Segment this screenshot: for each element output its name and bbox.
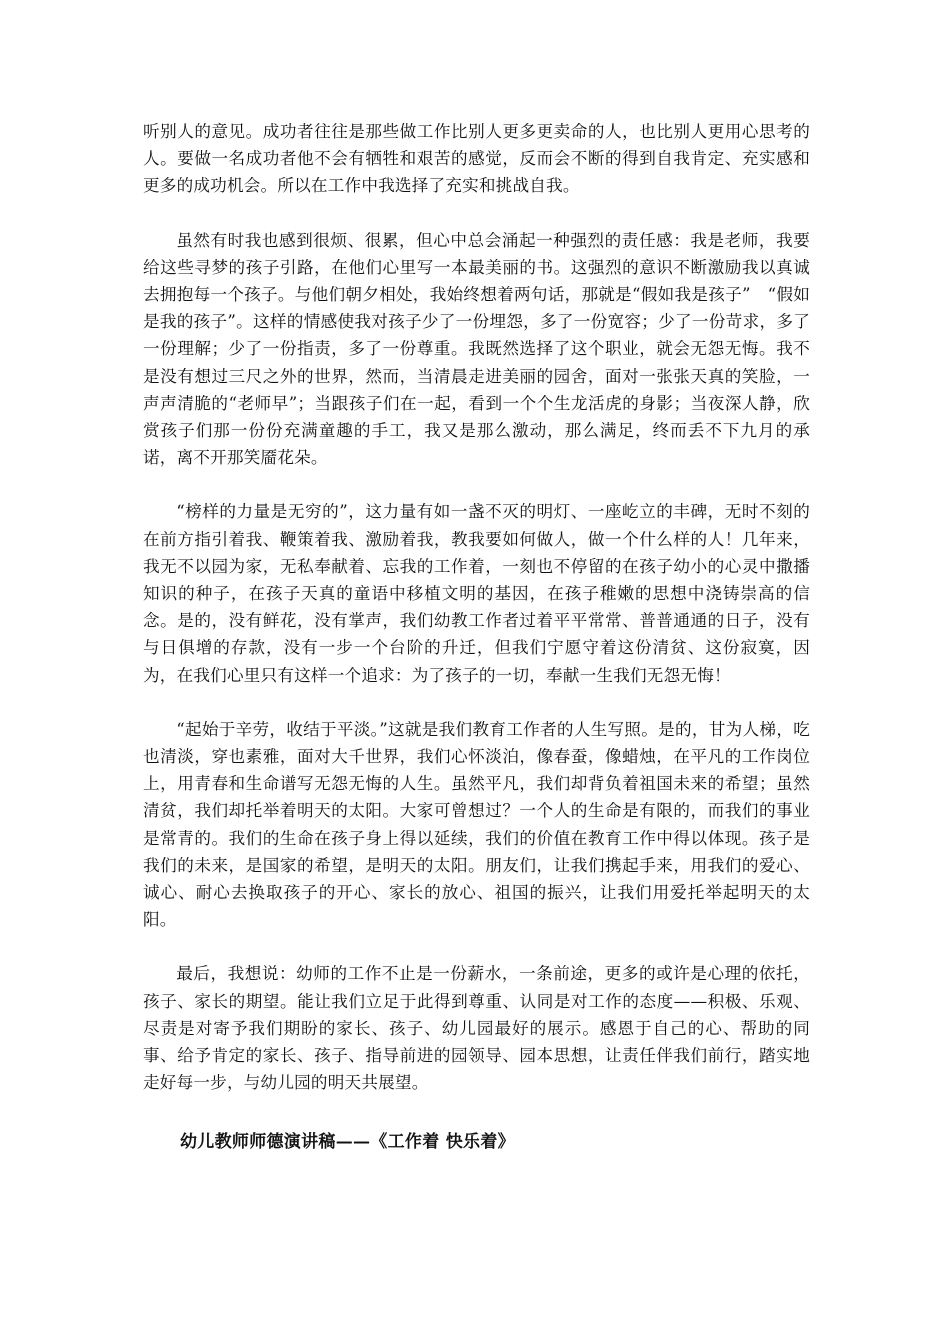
paragraph-continuation: 听别人的意见。成功者往往是那些做工作比别人更多更卖命的人，也比别人更用心思考的人。要做一名成功者他不会有牺牲和艰苦的感觉，反而会不断的得到自我肯定、充实感和更多的成功机会。所以在工作中我选择了充实和挑战自我。 (143, 122, 810, 196)
paragraph-teacher-life: “起始于辛劳，收结于平淡。”这就是我们教育工作者的人生写照。是的，甘为人梯，吃也清淡，穿也素雅，面对大千世界，我们心怀淡泊，像春蚕，像蜡烛，在平凡的工作岗位上，用青春和生命谱写无怨无悔的人生。虽然平凡，我们却背负着祖国未来的希望；虽然清贫，我们却托举着明天的太阳。大家可曾想过？一个人的生命是有限的，而我们的事业是常青的。我们的生命在孩子身上得以延续，我们的价值在教育工作中得以体现。孩子是我们的未来，是国家的希望，是明天的太阳。朋友们，让我们携起手来，用我们的爱心、诚心、耐心去换取孩子的开心、家长的放心、祖国的振兴，让我们用爱托举起明天的太阳。 (143, 719, 810, 930)
paragraph-conclusion: 最后，我想说：幼师的工作不止是一份薪水，一条前途，更多的或许是心理的依托，孩子、家长的期望。能让我们立足于此得到尊重、认同是对工作的态度——积极、乐观、尽责是对寄予我们期盼的家长、孩子、幼儿园最好的展示。感恩于自己的心、帮助的同事、给予肯定的家长、孩子、指导前进的园领导、园本思想，让责任伴我们前行，踏实地走好每一步，与幼儿园的明天共展望。 (143, 964, 810, 1093)
paragraph-responsibility: 虽然有时我也感到很烦、很累，但心中总会涌起一种强烈的责任感：我是老师，我要给这些寻梦的孩子引路，在他们心里写一本最美丽的书。这强烈的意识不断激励我以真诚去拥抱每一个孩子。与他们朝夕相处，我始终想着两句话，那就是“假如我是孩子” “假如是我的孩子”。这样的情感使我对孩子少了一份埋怨，多了一份宽容；少了一份苛求，多了一份理解；少了一份指责，多了一份尊重。我既然选择了这个职业，就会无怨无悔。我不是没有想过三尺之外的世界，然而，当清晨走进美丽的园舍，面对一张张天真的笑脸，一声声清脆的“老师早”；当跟孩子们在一起，看到一个个生龙活虎的身影；当夜深人静，欣赏孩子们那一份份充满童趣的手工，我又是那么激动，那么满足，终而丢不下九月的承诺，离不开那笑靥花朵。 (143, 230, 810, 468)
document-body (143, 118, 810, 1124)
speech-title-heading: 幼儿教师师德演讲稿——《工作着 快乐着》 (180, 1132, 515, 1152)
paragraph-role-model: “榜样的力量是无穷的”，这力量有如一盏不灭的明灯、一座屹立的丰碑，无时不刻的在前方指引着我、鞭策着我、激励着我，教我要如何做人，做一个什么样的人！几年来，我无不以园为家，无私奉献着、忘我的工作着，一刻也不停留的在孩子幼小的心灵中撒播知识的种子，在孩子天真的童语中移植文明的基因，在孩子稚嫩的思想中浇铸崇高的信念。是的，没有鲜花，没有掌声，我们幼教工作者过着平平常常、普普通通的日子，没有与日俱增的存款，没有一步一个台阶的升迁，但我们宁愿守着这份清贫、这份寂寞，因为，在我们心里只有这样一个追求：为了孩子的一切，奉献一生我们无怨无悔！ (143, 502, 810, 685)
